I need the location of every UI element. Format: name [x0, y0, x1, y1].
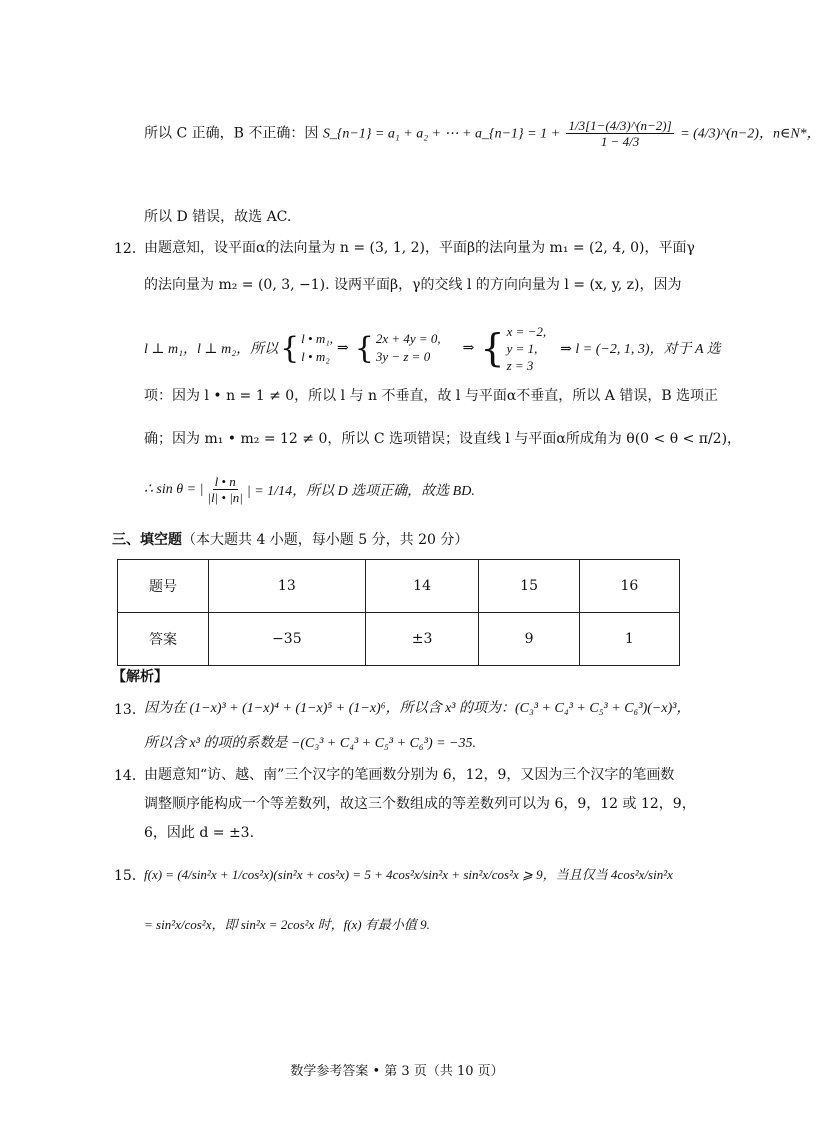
- section3-heading-line: [112, 529, 468, 549]
- table-cell-label: 题号: [118, 560, 209, 613]
- q14-line2: 调整顺序能构成一个等差数列，故这三个数组成的等差数列可以为 6，9，12 或 12，9，: [144, 796, 696, 812]
- implies-icon: ⇒: [462, 340, 475, 356]
- left-brace-icon: {: [280, 330, 300, 366]
- q12-number: 12．: [114, 241, 146, 257]
- table-cell-label: 答案: [118, 613, 209, 666]
- q12-line3-b: ⇒ l = (−2, 1, 3)，对于 A 选: [560, 342, 721, 357]
- page-footer: 数学参考答案 • 第 3 页（共 10 页）: [290, 1064, 504, 1079]
- table-cell: 15: [479, 560, 579, 613]
- q12-sys2-row2: 3y − z = 0: [375, 349, 431, 364]
- q12-system-3: [507, 323, 547, 374]
- q12-system-1: [301, 330, 333, 366]
- q12-line6: [144, 474, 475, 505]
- table-cell: 13: [209, 560, 366, 613]
- q11-line1-prefix: 所以 C 正确，B 不正确：因: [144, 125, 323, 142]
- q12-sys2-row1: 2x + 4y = 0,: [375, 331, 441, 346]
- section3-note: （本大题共 4 小题，每小题 5 分，共 20 分）: [182, 532, 469, 548]
- q13-number: 13．: [114, 702, 146, 718]
- q11-frac-numerator: 1/3[1−(4/3)^(n−2)]: [568, 118, 672, 133]
- q13-line2: 所以含 x³ 的项的系数是 −(C₃³ + C₄³ + C₅³ + C₆³) = −35.: [144, 736, 477, 751]
- q11-line1-formula: S_{n−1} = a₁ + a₂ + ⋯ + a_{n−1} = 1 +: [322, 126, 561, 142]
- q12-line6-num: l • n: [214, 474, 236, 489]
- table-cell: −35: [209, 613, 366, 666]
- left-brace-icon: {: [480, 326, 505, 370]
- q12-line3: [144, 322, 721, 374]
- q12-sys3-row3: z = 3: [506, 357, 534, 373]
- q11-fraction: [566, 118, 673, 149]
- analysis-label: 【解析】: [112, 669, 168, 685]
- left-brace-icon: {: [354, 330, 374, 366]
- implies-icon: ⇒: [337, 340, 349, 356]
- q11-formula-line: [144, 118, 821, 149]
- table-cell: ±3: [365, 613, 479, 666]
- q12-line6-a: ∴ sin θ = |: [144, 482, 204, 497]
- q15-number: 15．: [114, 868, 146, 884]
- q15-line2: = sin²x/cos²x，即 sin²x = 2cos²x 时，f(x) 有最小值 9.: [144, 917, 430, 932]
- q12-sys3-row2: y = 1,: [506, 340, 538, 356]
- q12-line6-den: |l| • |n|: [207, 490, 243, 505]
- q12-line6-fraction: [205, 474, 244, 505]
- q14-number: 14．: [114, 768, 146, 784]
- q12-sys1-row2: l • m₂: [301, 349, 330, 364]
- q12-line1: 由题意知，设平面α的法向量为 n = (3, 1, 2)，平面β的法向量为 m₁ = (2, 4, 0)，平面γ: [144, 240, 695, 256]
- q14-line1: 由题意知“访、越、南”三个汉字的笔画数分别为 6，12，9，又因为三个汉字的笔画数: [144, 767, 675, 783]
- q13-line1: 因为在 (1−x)³ + (1−x)⁴ + (1−x)⁵ + (1−x)⁶，所以含 x³ 的项为：(C₃³ + C₄³ + C₅³ + C₆³)(−x)³，: [144, 701, 691, 716]
- q12-system-2: [376, 330, 441, 366]
- q12-sys1-row1: l • m₁,: [301, 331, 333, 346]
- table-cell: 9: [479, 613, 579, 666]
- q12-line5: 确；因为 m₁ • m₂ = 12 ≠ 0，所以 C 选项错误；设直线 l 与平面α所成角为 θ(0 < θ < π/2)，: [144, 431, 742, 447]
- table-cell: 14: [365, 560, 479, 613]
- q11-conclusion: 所以 D 错误，故选 AC.: [144, 209, 292, 225]
- table-cell: 1: [579, 613, 679, 666]
- table-row: [118, 613, 680, 666]
- q14-line3: 6，因此 d = ±3.: [144, 825, 255, 841]
- q12-sys3-row1: x = −2,: [506, 323, 547, 339]
- section3-heading: 三、填空题: [112, 532, 182, 548]
- q12-line3-a: l ⊥ m₁，l ⊥ m₂，所以: [144, 342, 279, 357]
- q15-line1: f(x) = (4/sin²x + 1/cos²x)(sin²x + cos²x) = 5 + 4cos²x/sin²x + sin²x/cos²x ⩾ 9，当且仅当 4cos²x/sin²x: [144, 867, 673, 882]
- table-cell: 16: [579, 560, 679, 613]
- answer-table: [117, 559, 680, 666]
- q11-line1-result: = (4/3)^(n−2)，n∈N*，: [680, 126, 821, 142]
- q12-line4: 项：因为 l • n = 1 ≠ 0，所以 l 与 n 不垂直，故 l 与平面α不垂直，所以 A 错误，B 选项正: [144, 388, 719, 404]
- q12-line6-b: | = 1/14，所以 D 选项正确，故选 BD.: [246, 483, 475, 499]
- table-row: [118, 560, 680, 613]
- q12-line2: 的法向量为 m₂ = (0, 3, −1). 设两平面β，γ的交线 l 的方向向量为 l = (x, y, z)，因为: [144, 277, 682, 293]
- q11-frac-denominator: 1 − 4/3: [600, 134, 640, 149]
